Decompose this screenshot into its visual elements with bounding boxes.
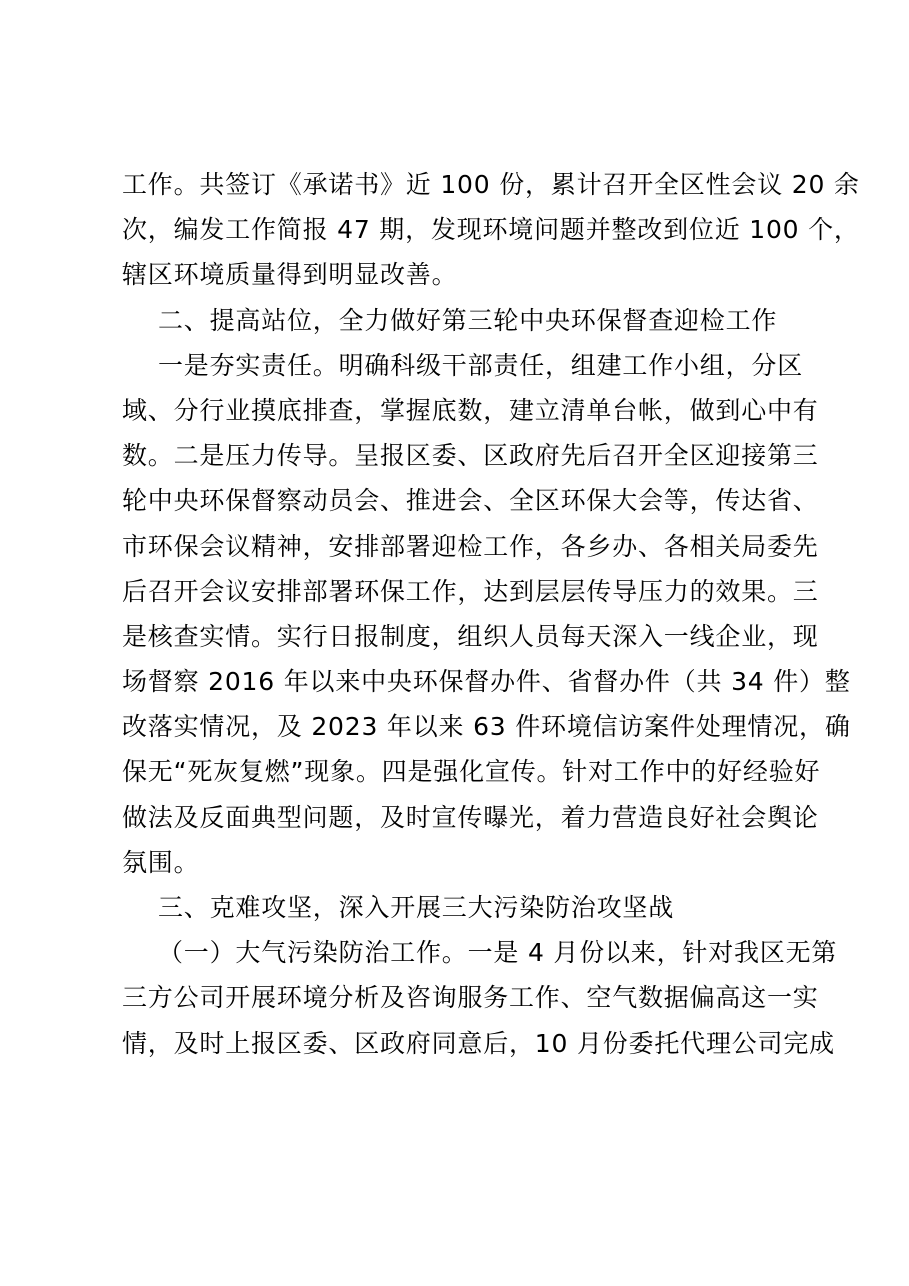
text-line: 做法及反面典型问题，及时宣传曝光，着力营造良好社会舆论 — [122, 802, 819, 832]
text-line: 数。二是压力传导。呈报区委、区政府先后召开全区迎接第三 — [122, 441, 819, 471]
section-heading-3: 三、克难攻坚，深入开展三大污染防治攻坚战 — [158, 893, 675, 922]
text-line: 三方公司开展环境分析及咨询服务工作、空气数据偏高这一实 — [122, 983, 819, 1013]
text-line: 改落实情况，及 2023 年以来 63 件环境信访案件处理情况，确 — [122, 712, 851, 742]
text-line: 保无“死灰复燃”现象。四是强化宣传。针对工作中的好经验好 — [122, 757, 821, 787]
section-heading-2: 二、提高站位，全力做好第三轮中央环保督查迎检工作 — [158, 305, 778, 335]
text-line: 场督察 2016 年以来中央环保督办件、省督办件（共 34 件）整 — [122, 667, 851, 697]
text-line: 是核查实情。实行日报制度，组织人员每天深入一线企业，现 — [122, 621, 819, 651]
text-line: 市环保会议精神，安排部署迎检工作，各乡办、各相关局委先 — [122, 531, 819, 561]
text-line: 次，编发工作简报 47 期，发现环境问题并整改到位近 100 个， — [122, 215, 860, 245]
text-line: 一是夯实责任。明确科级干部责任，组建工作小组，分区 — [158, 350, 804, 380]
paragraph-continuation — [122, 162, 860, 298]
text-line: 域、分行业摸底排查，掌握底数，建立清单台帐，做到心中有 — [122, 395, 819, 425]
paragraph-3 — [122, 930, 838, 1066]
paragraph-2 — [122, 343, 851, 885]
text-line: 工作。共签订《承诺书》近 100 份，累计召开全区性会议 20 余 — [122, 170, 860, 199]
text-line: 氛围。 — [122, 847, 200, 877]
text-line: 后召开会议安排部署环保工作，达到层层传导压力的效果。三 — [122, 576, 819, 606]
text-line: （一）大气污染防治工作。一是 4 月份以来，针对我区无第 — [158, 938, 838, 968]
text-line: 情，及时上报区委、区政府同意后，10 月份委托代理公司完成 — [122, 1028, 835, 1058]
document-body — [122, 162, 860, 1066]
text-line: 辖区环境质量得到明显改善。 — [122, 260, 458, 290]
text-line: 轮中央环保督察动员会、推进会、全区环保大会等，传达省、 — [122, 486, 819, 516]
